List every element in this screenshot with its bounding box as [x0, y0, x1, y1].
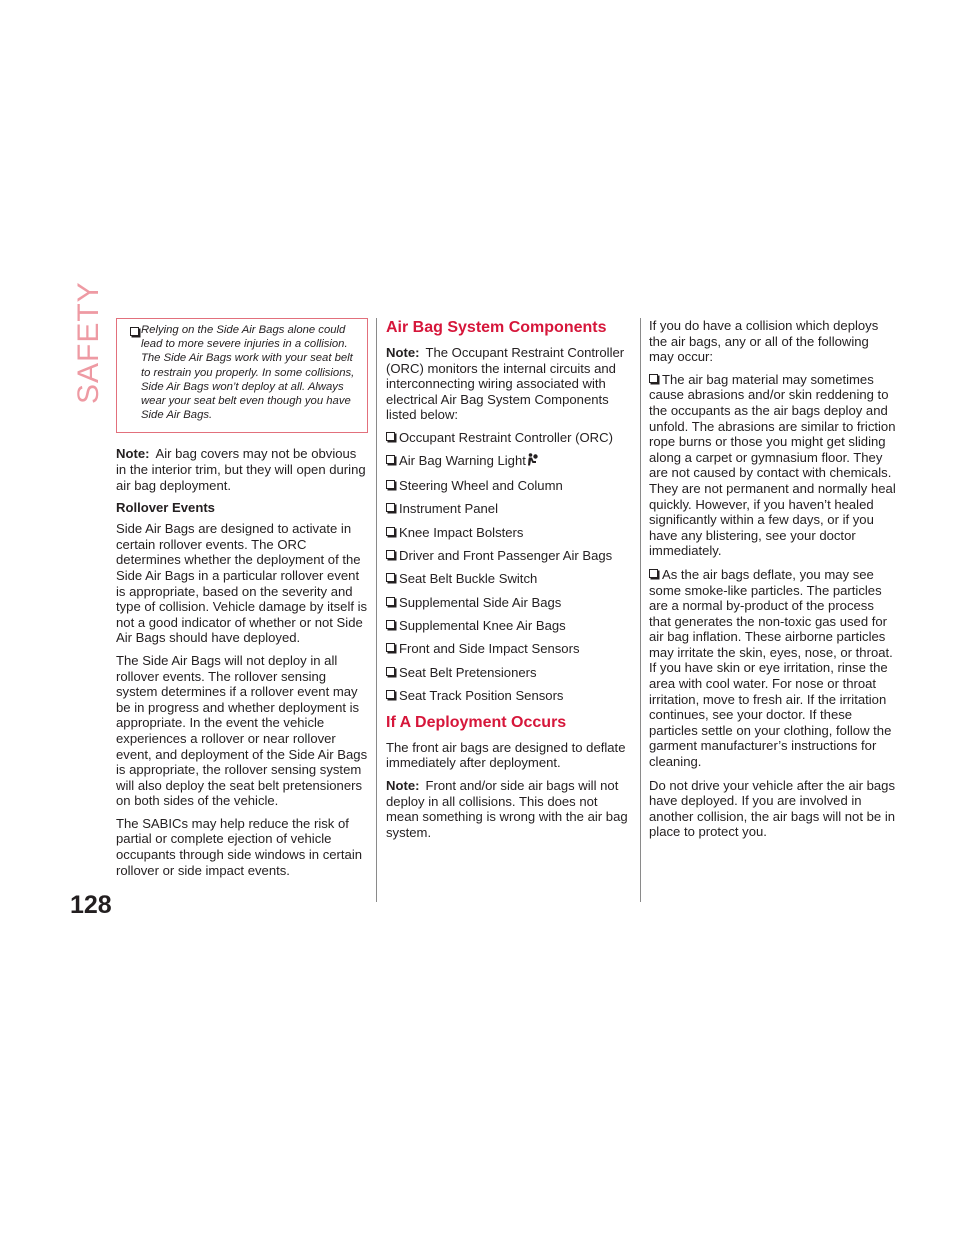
list-item-label: Knee Impact Bolsters [399, 524, 524, 540]
column-divider [640, 318, 641, 902]
list-item-label: Occupant Restraint Controller (ORC) [399, 429, 613, 445]
paragraph: The Side Air Bags will not deploy in all rollover events. The rollover sensing system determines if a rollover event may be in progress and whether deployment is appropriate. In the event the vehicle experiences a rollover or near rollover event, and deployment of the Side Air Bags is appropriate, the rollover sensing system will also deploy the seat belt pretensioners on both sides of the vehicle. [116, 652, 368, 809]
list-item [386, 453, 632, 470]
list-item [386, 595, 632, 611]
list-item-label: Air Bag Warning Light [399, 453, 526, 469]
checkbox-bullet-icon [386, 643, 395, 652]
checkbox-bullet-icon [386, 480, 395, 489]
paragraph: The SABICs may help reduce the risk of partial or complete ejection of vehicle occupants through side windows in certain rollover or side impact events. [116, 815, 363, 878]
paragraph: Side Air Bags are designed to activate in certain rollover events. The ORC determines whether the deployment of the Side Air Bags in a particular rollover event is appropriate, based on the severity and type of collision. Vehicle damage by itself is not a good indicator of whether or not Side Air Bags should have deployed. [116, 521, 368, 646]
checkbox-bullet-icon [130, 327, 139, 336]
note-text: Air bag covers may not be obvious in the interior trim, but they will open during air bag deployment. [116, 446, 366, 493]
list-item [386, 571, 632, 587]
list-item-label: Seat Belt Buckle Switch [399, 571, 538, 587]
list-item [386, 688, 632, 704]
section-heading: If A Deployment Occurs [386, 713, 567, 731]
subheading-rollover-events: Rollover Events [116, 500, 215, 516]
list-item-label: Seat Belt Pretensioners [399, 664, 537, 680]
list-item-label: Seat Track Position Sensors [399, 688, 564, 704]
checkbox-bullet-icon [386, 527, 395, 536]
note-label: Note: [386, 778, 420, 794]
list-item-label: Supplemental Knee Air Bags [399, 618, 566, 634]
list-item [386, 478, 632, 494]
note-label: Note: [116, 446, 150, 462]
checkbox-bullet-icon [649, 569, 658, 578]
column-3 [649, 318, 897, 847]
column-2 [386, 318, 632, 847]
paragraph: Do not drive your vehicle after the air bags have deployed. If you are involved in another collision, the air bags will not be in place to protect you. [649, 777, 896, 840]
list-item [386, 430, 632, 446]
components-list [386, 430, 632, 704]
list-item [386, 641, 632, 657]
column-1 [116, 318, 368, 885]
bullet-text: As the air bags deflate, you may see some smoke-like particles. The particles are a normal by-product of the process that generates the non-toxic gas used for air bag inflation. These airborne particles may irritate the skin, eyes, nose, or throat. If you have skin or eye irritation, rinse the area with cool water. For nose or throat irritation, move to fresh air. If the irritation continues, see your doctor. If these particles settle on your clothing, follow the garment manufacturer’s instructions for cleaning. [649, 566, 893, 770]
note-text: The Occupant Restraint Controller (ORC) monitors the internal circuits and interconnecting wiring associated with electrical Air Bag System Components listed below: [386, 345, 625, 423]
note-paragraph [116, 446, 368, 493]
section-heading: Air Bag System Components [386, 319, 607, 336]
checkbox-bullet-icon [386, 455, 395, 464]
page-number: 128 [70, 891, 112, 919]
note-text: Front and/or side air bags will not deploy in all collisions. This does not mean something is wrong with the air bag system. [386, 778, 628, 840]
list-item [386, 618, 632, 634]
list-item-label: Supplemental Side Air Bags [399, 594, 562, 610]
checkbox-bullet-icon [386, 667, 395, 676]
column-divider [376, 318, 377, 902]
list-item [386, 548, 632, 564]
checkbox-bullet-icon [386, 550, 395, 559]
checkbox-bullet-icon [649, 374, 658, 383]
list-item-label: Steering Wheel and Column [399, 477, 563, 493]
list-item-label: Instrument Panel [399, 501, 498, 517]
warning-box [116, 318, 368, 433]
bullet-paragraph [649, 567, 897, 770]
checkbox-bullet-icon [386, 573, 395, 582]
checkbox-bullet-icon [386, 503, 395, 512]
list-item [386, 665, 632, 681]
paragraph: The front air bags are designed to deflate immediately after deployment. [386, 739, 626, 771]
checkbox-bullet-icon [386, 620, 395, 629]
note-label: Note: [386, 345, 420, 360]
checkbox-bullet-icon [386, 597, 395, 606]
note-paragraph [386, 778, 632, 840]
paragraph: If you do have a collision which deploys the air bags, any or all of the following may occur: [649, 318, 879, 365]
airbag-warning-light-icon [527, 453, 538, 470]
list-item [386, 501, 632, 517]
section-tab [66, 281, 106, 404]
list-item-label: Driver and Front Passenger Air Bags [399, 547, 613, 563]
checkbox-bullet-icon [386, 432, 395, 441]
note-paragraph [386, 345, 632, 423]
section-label: SAFETY [72, 281, 105, 404]
bullet-text: The air bag material may sometimes cause abrasions and/or skin reddening to the occupants as the air bags deploy and unfold. The abrasions are similar to friction rope burns or those you might get sliding along a carpet or gymnasium floor. They are not caused by contact with chemicals. They are not permanent and normally heal quickly. However, if you haven’t healed significantly within a few days, or if you have any blistering, see your doctor immediately. [649, 371, 896, 559]
list-item [386, 525, 632, 541]
checkbox-bullet-icon [386, 690, 395, 699]
list-item-label: Front and Side Impact Sensors [399, 641, 580, 657]
warning-text: Relying on the Side Air Bags alone could lead to more severe injuries in a collision. The Side Air Bags work with your seat belt to restrain you properly. In some collisions, Side Air Bags won’t deploy at all. Always wear your seat belt even though you have Side Air Bags. [141, 324, 355, 422]
bullet-paragraph [649, 372, 897, 559]
